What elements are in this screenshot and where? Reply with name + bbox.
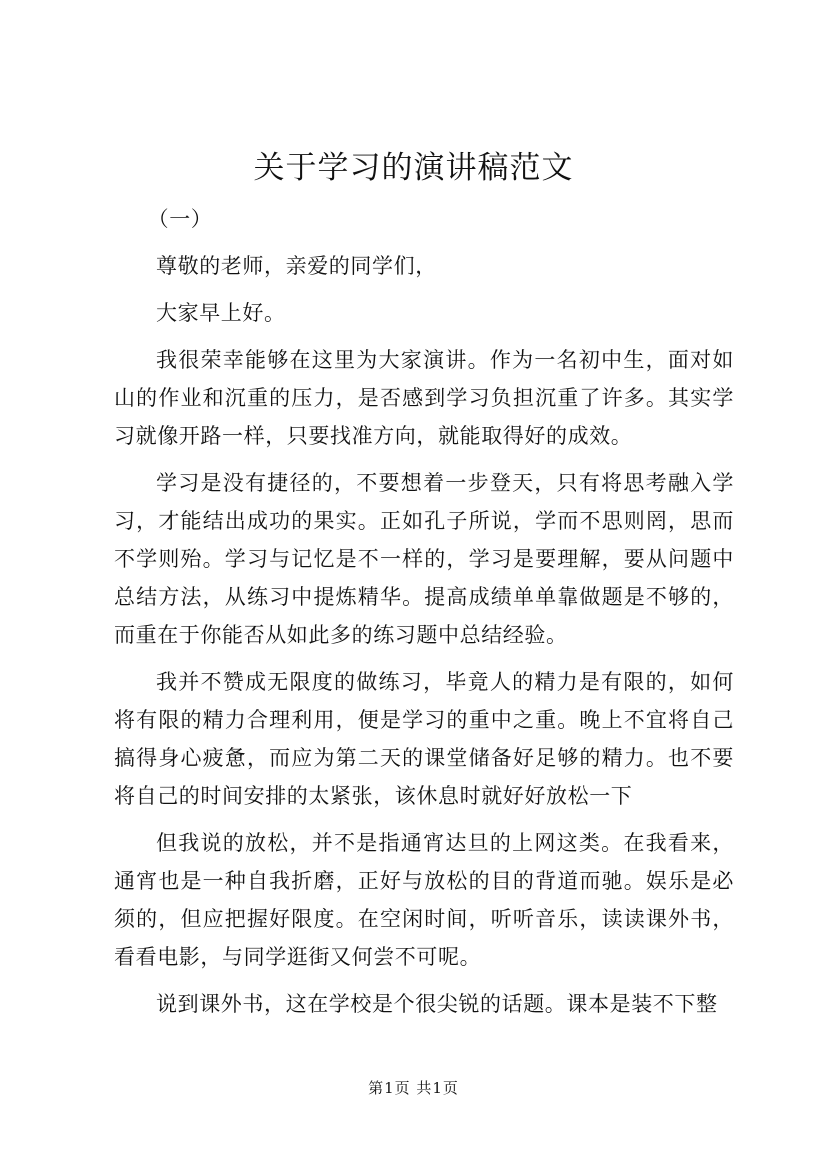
document-body	[114, 200, 734, 1032]
paragraph: 我并不赞成无限度的做练习，毕竟人的精力是有限的，如何将有限的精力合理利用，便是学习的重中之重。晚上不宜将自己搞得身心疲惫，而应为第二天的课堂储备好足够的精力。也不要将自己的时间安排的太紧张，该休息时就好好放松一下	[114, 670, 734, 808]
document-title: 关于学习的演讲稿范文	[253, 150, 574, 186]
paragraph: 尊敬的老师，亲爱的同学们，	[156, 254, 437, 278]
page-footer: 第1页 共1页	[368, 1079, 459, 1097]
paragraph: 学习是没有捷径的，不要想着一步登天，只有将思考融入学习，才能结出成功的果实。正如孔子所说，学而不思则罔，思而不学则殆。学习与记忆是不一样的，学习是要理解，要从问题中总结方法，从练习中提炼精华。提高成绩单单靠做题是不够的，而重在于你能否从如此多的练习题中总结经验。	[114, 471, 734, 647]
paragraph: 但我说的放松，并不是指通宵达旦的上网这类。在我看来，通宵也是一种自我折磨，正好与放松的目的背道而驰。娱乐是必须的，但应把握好限度。在空闲时间，听听音乐，读读课外书，看看电影，与同学逛街又何尝不可呢。	[114, 831, 734, 969]
paragraph: 大家早上好。	[156, 301, 286, 325]
section-marker: （一）	[147, 207, 213, 231]
paragraph: 说到课外书，这在学校是个很尖锐的话题。课本是装不下整	[156, 992, 718, 1016]
paragraph: 我很荣幸能够在这里为大家演讲。作为一名初中生，面对如山的作业和沉重的压力，是否感到学习负担沉重了许多。其实学习就像开路一样，只要找准方向，就能取得好的成效。	[114, 348, 734, 448]
